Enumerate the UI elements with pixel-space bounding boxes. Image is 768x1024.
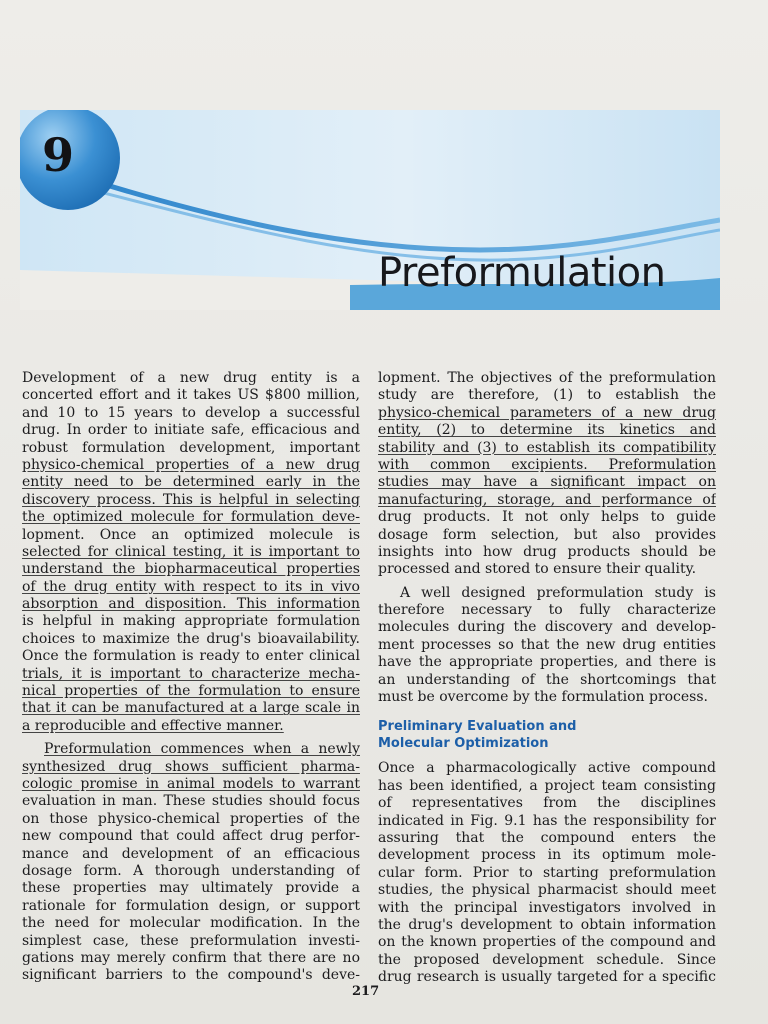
text-line: new compound that could affect drug perfor- [22, 828, 360, 845]
paragraph [22, 370, 360, 735]
text-line: physico-chemical properties of a new drug [22, 456, 360, 473]
text-line: of the drug entity with respect to its in vivo [22, 578, 360, 595]
text-line: understand the biopharmaceutical properties [22, 561, 360, 578]
text-line: Preformulation commences when a newly [44, 741, 360, 758]
text-line: physico-chemical parameters of a new drug [378, 404, 716, 421]
page-number: 217 [352, 984, 380, 999]
paragraph [22, 741, 360, 984]
text-line: trials, it is important to characterize mecha- [22, 665, 360, 682]
text-line: that it can be manufactured at a large scale in [22, 700, 360, 717]
text-line: the proposed development schedule. Since [378, 951, 716, 968]
text-line: the drug's development to obtain information [378, 916, 716, 933]
text-line: lopment. The objectives of the preformulation [378, 370, 716, 386]
text-line: mance and development of an efficacious [22, 845, 360, 862]
text-line: nical properties of the formulation to ensure [22, 683, 360, 700]
text-line: concerted effort and it takes US $800 million, [22, 387, 360, 404]
text-line: must be overcome by the formulation process. [378, 689, 708, 706]
paragraph [378, 370, 716, 579]
text-line: indicated in Fig. 9.1 has the responsibility for [378, 812, 716, 829]
text-line: robust formulation development, important [22, 439, 360, 456]
text-line: and 10 to 15 years to develop a successful [22, 404, 360, 421]
text-line: processed and stored to ensure their quality. [378, 561, 697, 578]
text-line: an understanding of the shortcomings that [378, 671, 716, 688]
section-heading-line: Molecular Optimization [378, 736, 549, 752]
text-line: lopment. Once an optimized molecule is [22, 526, 360, 543]
text-line: on the known properties of the compound and [378, 934, 716, 951]
text-line: therefore necessary to fully characterize [378, 602, 716, 619]
text-line: discovery process. This is helpful in selecting [22, 491, 360, 508]
chapter-title: Preformulation [378, 250, 666, 296]
text-line: evaluation in man. These studies should focus [22, 793, 360, 810]
text-line: significant barriers to the compound's deve- [22, 967, 360, 984]
text-line: rationale for formulation design, or support [22, 897, 360, 914]
text-line: absorption and disposition. This information [22, 596, 360, 613]
text-line: studies may have a significant impact on [378, 474, 716, 491]
text-line: study are therefore, (1) to establish the [378, 387, 716, 404]
section-heading [378, 718, 716, 752]
text-line: selected for clinical testing, it is important to [22, 543, 360, 560]
text-line: of representatives from the disciplines [378, 795, 716, 812]
chapter-number: 9 [42, 128, 75, 182]
paragraph [378, 760, 716, 986]
text-line: dosage form selection, but also provides [378, 526, 716, 543]
text-line: with common excipients. Preformulation [378, 456, 716, 473]
text-line: cologic promise in animal models to warrant [22, 775, 360, 792]
text-line: these properties may ultimately provide a [22, 880, 360, 897]
right-column [378, 370, 716, 987]
paragraph [378, 585, 716, 707]
text-line: A well designed preformulation study is [400, 584, 716, 601]
text-line: synthesized drug shows sufficient pharma- [22, 758, 360, 775]
left-column [22, 370, 360, 985]
text-line: on those physico-chemical properties of the [22, 810, 360, 827]
text-line: is helpful in making appropriate formulation [22, 613, 360, 630]
section-heading-line: Preliminary Evaluation and [378, 719, 577, 735]
text-line: Once a pharmacologically active compound [378, 760, 716, 777]
text-line: simplest case, these preformulation investi- [22, 932, 360, 949]
text-line: development process in its optimum mole- [378, 847, 716, 864]
text-line: a reproducible and effective manner. [22, 717, 284, 734]
text-line: dosage form. A thorough understanding of [22, 862, 360, 879]
text-line: the need for molecular modification. In the [22, 915, 360, 932]
text-line: choices to maximize the drug's bioavailability. [22, 630, 360, 647]
text-line: entity need to be determined early in the [22, 474, 360, 491]
text-line: gations may merely confirm that there are no [22, 949, 360, 966]
text-line: Development of a new drug entity is a [22, 370, 360, 386]
text-line: have the appropriate properties, and there is [378, 654, 716, 671]
text-line: Once the formulation is ready to enter clinical [22, 648, 360, 665]
text-line: with the principal investigators involved in [378, 899, 716, 916]
text-line: stability and (3) to establish its compatibility [378, 439, 716, 456]
text-line: has been identified, a project team consisting [378, 777, 716, 794]
text-line: assuring that the compound enters the [378, 829, 716, 846]
text-line: cular form. Prior to starting preformulation [378, 864, 716, 881]
text-line: drug. In order to initiate safe, efficacious and [22, 422, 360, 439]
text-line: manufacturing, storage, and performance of [378, 491, 716, 508]
text-line: insights into how drug products should be [378, 543, 716, 560]
text-line: drug research is usually targeted for a specific [378, 969, 716, 986]
text-line: entity, (2) to determine its kinetics and [378, 422, 716, 439]
text-line: molecules during the discovery and develop- [378, 619, 716, 636]
text-line: drug products. It not only helps to guide [378, 509, 716, 526]
text-line: studies, the physical pharmacist should meet [378, 882, 716, 899]
text-line: ment processes so that the new drug entities [378, 636, 716, 653]
text-line: the optimized molecule for formulation deve- [22, 509, 360, 526]
